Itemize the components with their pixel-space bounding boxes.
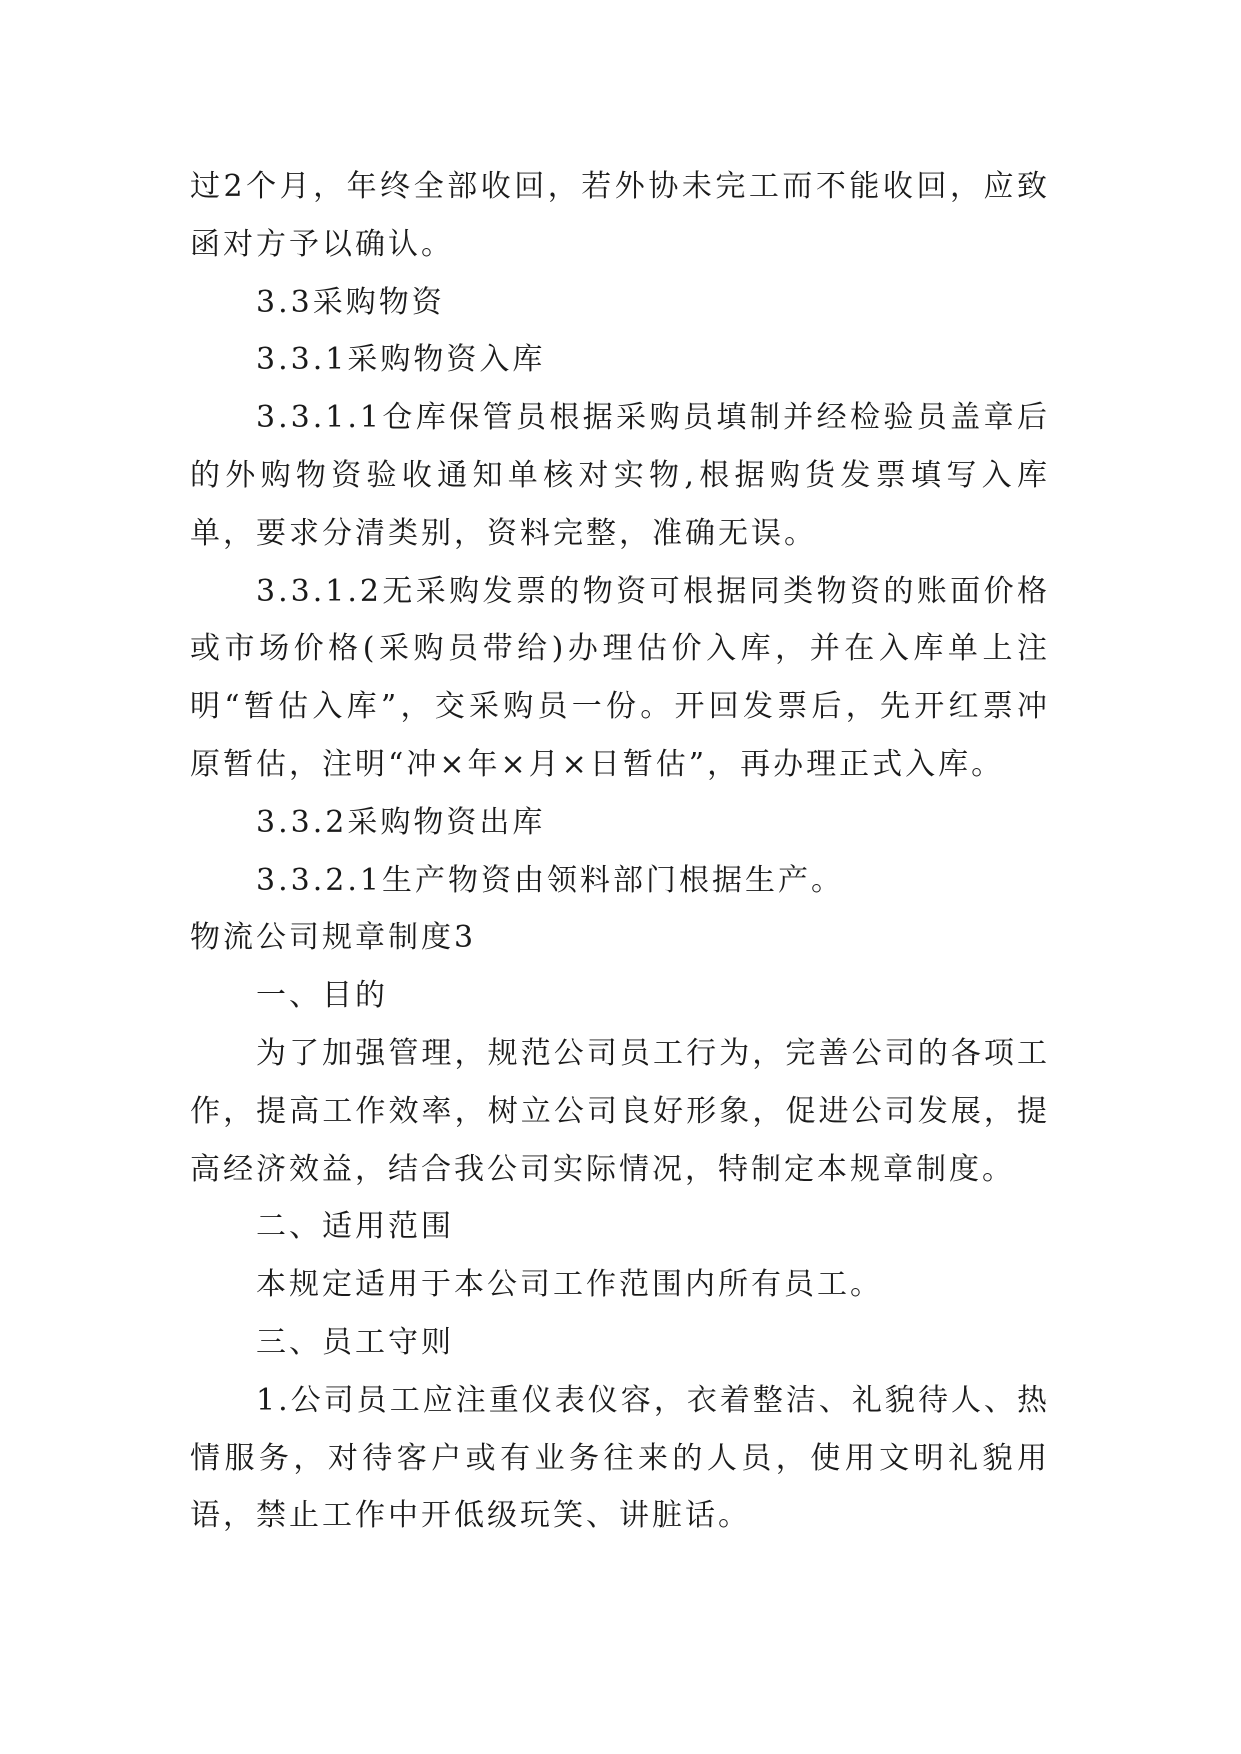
document-title: 物流公司规章制度3 — [190, 920, 477, 956]
document-body — [190, 158, 1050, 1545]
clause-3-3-1-2: 3.3.1.2无采购发票的物资可根据同类物资的账面价格或市场价格(采购员带给)办理估价入库，并在入库单上注明“暂估入库”，交采购员一份。开回发票后，先开红票冲原暂估，注明“冲×年×月×日暂估”，再办理正式入库。 — [190, 573, 1050, 782]
conduct-rule-1: 1.公司员工应注重仪表仪容，衣着整洁、礼貌待人、热情服务，对待客户或有业务往来的人员，使用文明礼貌用语，禁止工作中开低级玩笑、讲脏话。 — [190, 1382, 1050, 1534]
section-heading-scope: 二、适用范围 — [256, 1209, 454, 1245]
section-heading-3-3: 3.3采购物资 — [256, 284, 445, 320]
section-heading-code-of-conduct: 三、员工守则 — [256, 1324, 454, 1360]
purpose-paragraph: 为了加强管理，规范公司员工行为，完善公司的各项工作，提高工作效率，树立公司良好形象，促进公司发展，提高经济效益，结合我公司实际情况，特制定本规章制度。 — [190, 1035, 1050, 1187]
paragraph-continuation: 过2个月，年终全部收回，若外协未完工而不能收回，应致函对方予以确认。 — [190, 169, 1050, 262]
scope-paragraph: 本规定适用于本公司工作范围内所有员工。 — [256, 1267, 883, 1303]
section-heading-3-3-1: 3.3.1采购物资入库 — [256, 342, 546, 378]
section-heading-3-3-2: 3.3.2采购物资出库 — [256, 804, 546, 840]
clause-3-3-1-1: 3.3.1.1仓库保管员根据采购员填制并经检验员盖章后的外购物资验收通知单核对实物,根据购货发票填写入库单，要求分清类别，资料完整，准确无误。 — [190, 400, 1050, 551]
clause-3-3-2-1: 3.3.2.1生产物资由领料部门根据生产。 — [256, 862, 844, 898]
section-heading-purpose: 一、目的 — [256, 978, 388, 1014]
